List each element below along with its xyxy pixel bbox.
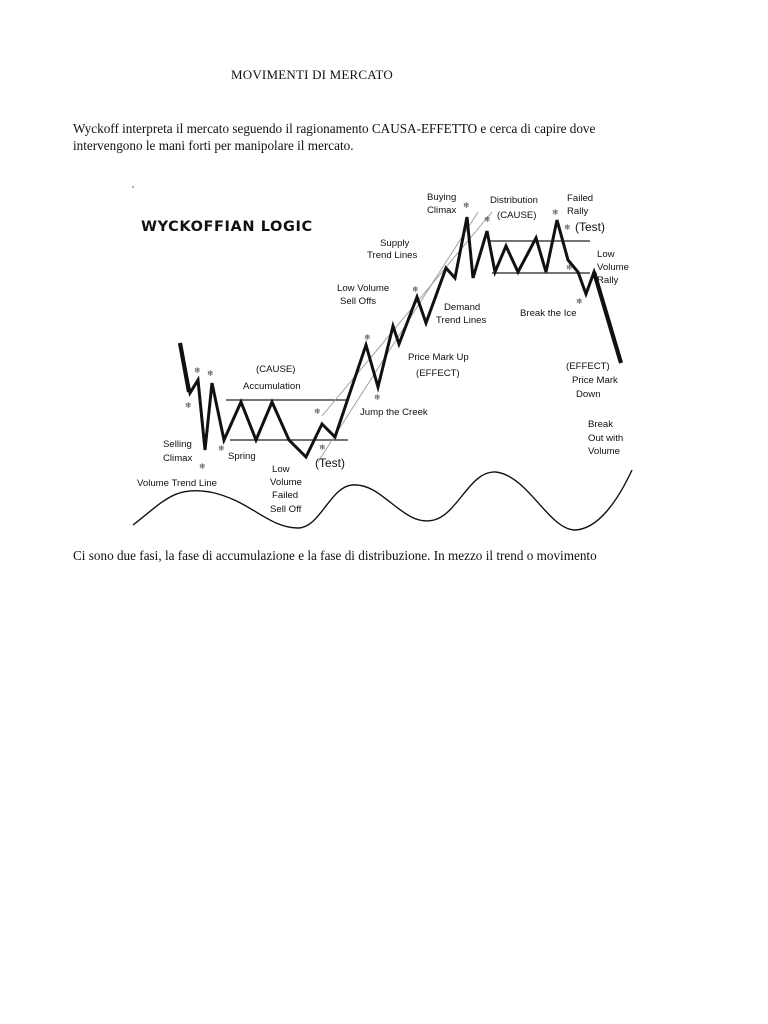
marker-star: ❄ xyxy=(552,208,559,217)
page-title: MOVIMENTI DI MERCATO xyxy=(231,67,393,82)
label-accumulation-1: (CAUSE) xyxy=(256,364,296,375)
marker-star: ❄ xyxy=(566,263,573,272)
label-buying-climax-1: Buying xyxy=(427,192,457,203)
label-failed-sell-off-1: Low xyxy=(272,464,290,475)
label-failed-rally-1: Failed xyxy=(567,193,594,204)
diagram-logo: WYCKOFFIAN LOGIC xyxy=(141,219,313,235)
label-jump-the-creek: Jump the Creek xyxy=(360,407,428,418)
marker-star: ❄ xyxy=(463,201,470,210)
label-distribution-2: (CAUSE) xyxy=(497,210,537,221)
label-low-volume-sell-2: Sell Offs xyxy=(340,296,377,307)
label-buying-climax-2: Climax xyxy=(427,205,457,216)
marker-star: ❄ xyxy=(314,407,321,416)
label-price-mark-up-1: Price Mark Up xyxy=(408,352,469,363)
label-failed-sell-off-2: Volume xyxy=(270,477,302,488)
label-volume-trend-line: Volume Trend Line xyxy=(137,478,218,489)
label-failed-sell-off-4: Sell Off xyxy=(270,504,302,515)
label-break-the-ice: Break the Ice xyxy=(520,308,577,319)
label-break-out-2: Out with xyxy=(588,433,624,444)
marker-star: ❄ xyxy=(484,215,491,224)
stray-dot xyxy=(132,186,133,187)
marker-star: ❄ xyxy=(364,333,371,342)
label-demand-2: Trend Lines xyxy=(436,315,487,326)
label-distribution-1: Distribution xyxy=(490,195,538,206)
label-low-volume-rally-3: Rally xyxy=(597,275,619,286)
marker-star: ❄ xyxy=(374,393,381,402)
marker-star: ❄ xyxy=(412,285,419,294)
marker-star: ❄ xyxy=(564,223,571,232)
label-low-volume-sell-1: Low Volume xyxy=(337,283,390,294)
label-break-out-3: Volume xyxy=(588,446,620,457)
label-test-top: (Test) xyxy=(575,220,605,234)
marker-star: ❄ xyxy=(319,443,326,452)
marker-star: ❄ xyxy=(218,444,225,453)
label-effect-1: (EFFECT) xyxy=(566,361,610,372)
label-break-out-1: Break xyxy=(588,419,614,430)
label-failed-sell-off-3: Failed xyxy=(272,490,299,501)
label-effect-2: Price Mark xyxy=(572,375,618,386)
marker-star: ❄ xyxy=(576,297,583,306)
label-supply-2: Trend Lines xyxy=(367,250,418,261)
label-failed-rally-2: Rally xyxy=(567,206,589,217)
label-supply-1: Supply xyxy=(380,238,410,249)
bottom-paragraph: Ci sono due fasi, la fase di accumulazione e la fase di distribuzione. In mezzo il trend o movimento xyxy=(73,548,597,563)
intro-line-2: intervengono le mani forti per manipolare il mercato. xyxy=(73,138,354,153)
label-demand-1: Demand xyxy=(444,302,481,313)
initial-drop-bold xyxy=(180,343,189,392)
label-test-bottom: (Test) xyxy=(315,456,345,470)
label-effect-3: Down xyxy=(576,389,601,400)
marker-star: ❄ xyxy=(199,462,206,471)
intro-line-1: Wyckoff interpreta il mercato seguendo il ragionamento CAUSA-EFFETTO e cerca di capire dove xyxy=(73,121,596,136)
label-selling-climax-2: Climax xyxy=(163,453,193,464)
label-low-volume-rally-1: Low xyxy=(597,249,615,260)
label-spring: Spring xyxy=(228,451,256,462)
label-price-mark-up-2: (EFFECT) xyxy=(416,368,460,379)
label-accumulation-2: Accumulation xyxy=(243,381,301,392)
label-low-volume-rally-2: Volume xyxy=(597,262,629,273)
marker-star: ❄ xyxy=(185,401,192,410)
label-selling-climax-1: Selling xyxy=(163,439,192,450)
marker-star: ❄ xyxy=(207,369,214,378)
marker-star: ❄ xyxy=(194,366,201,375)
